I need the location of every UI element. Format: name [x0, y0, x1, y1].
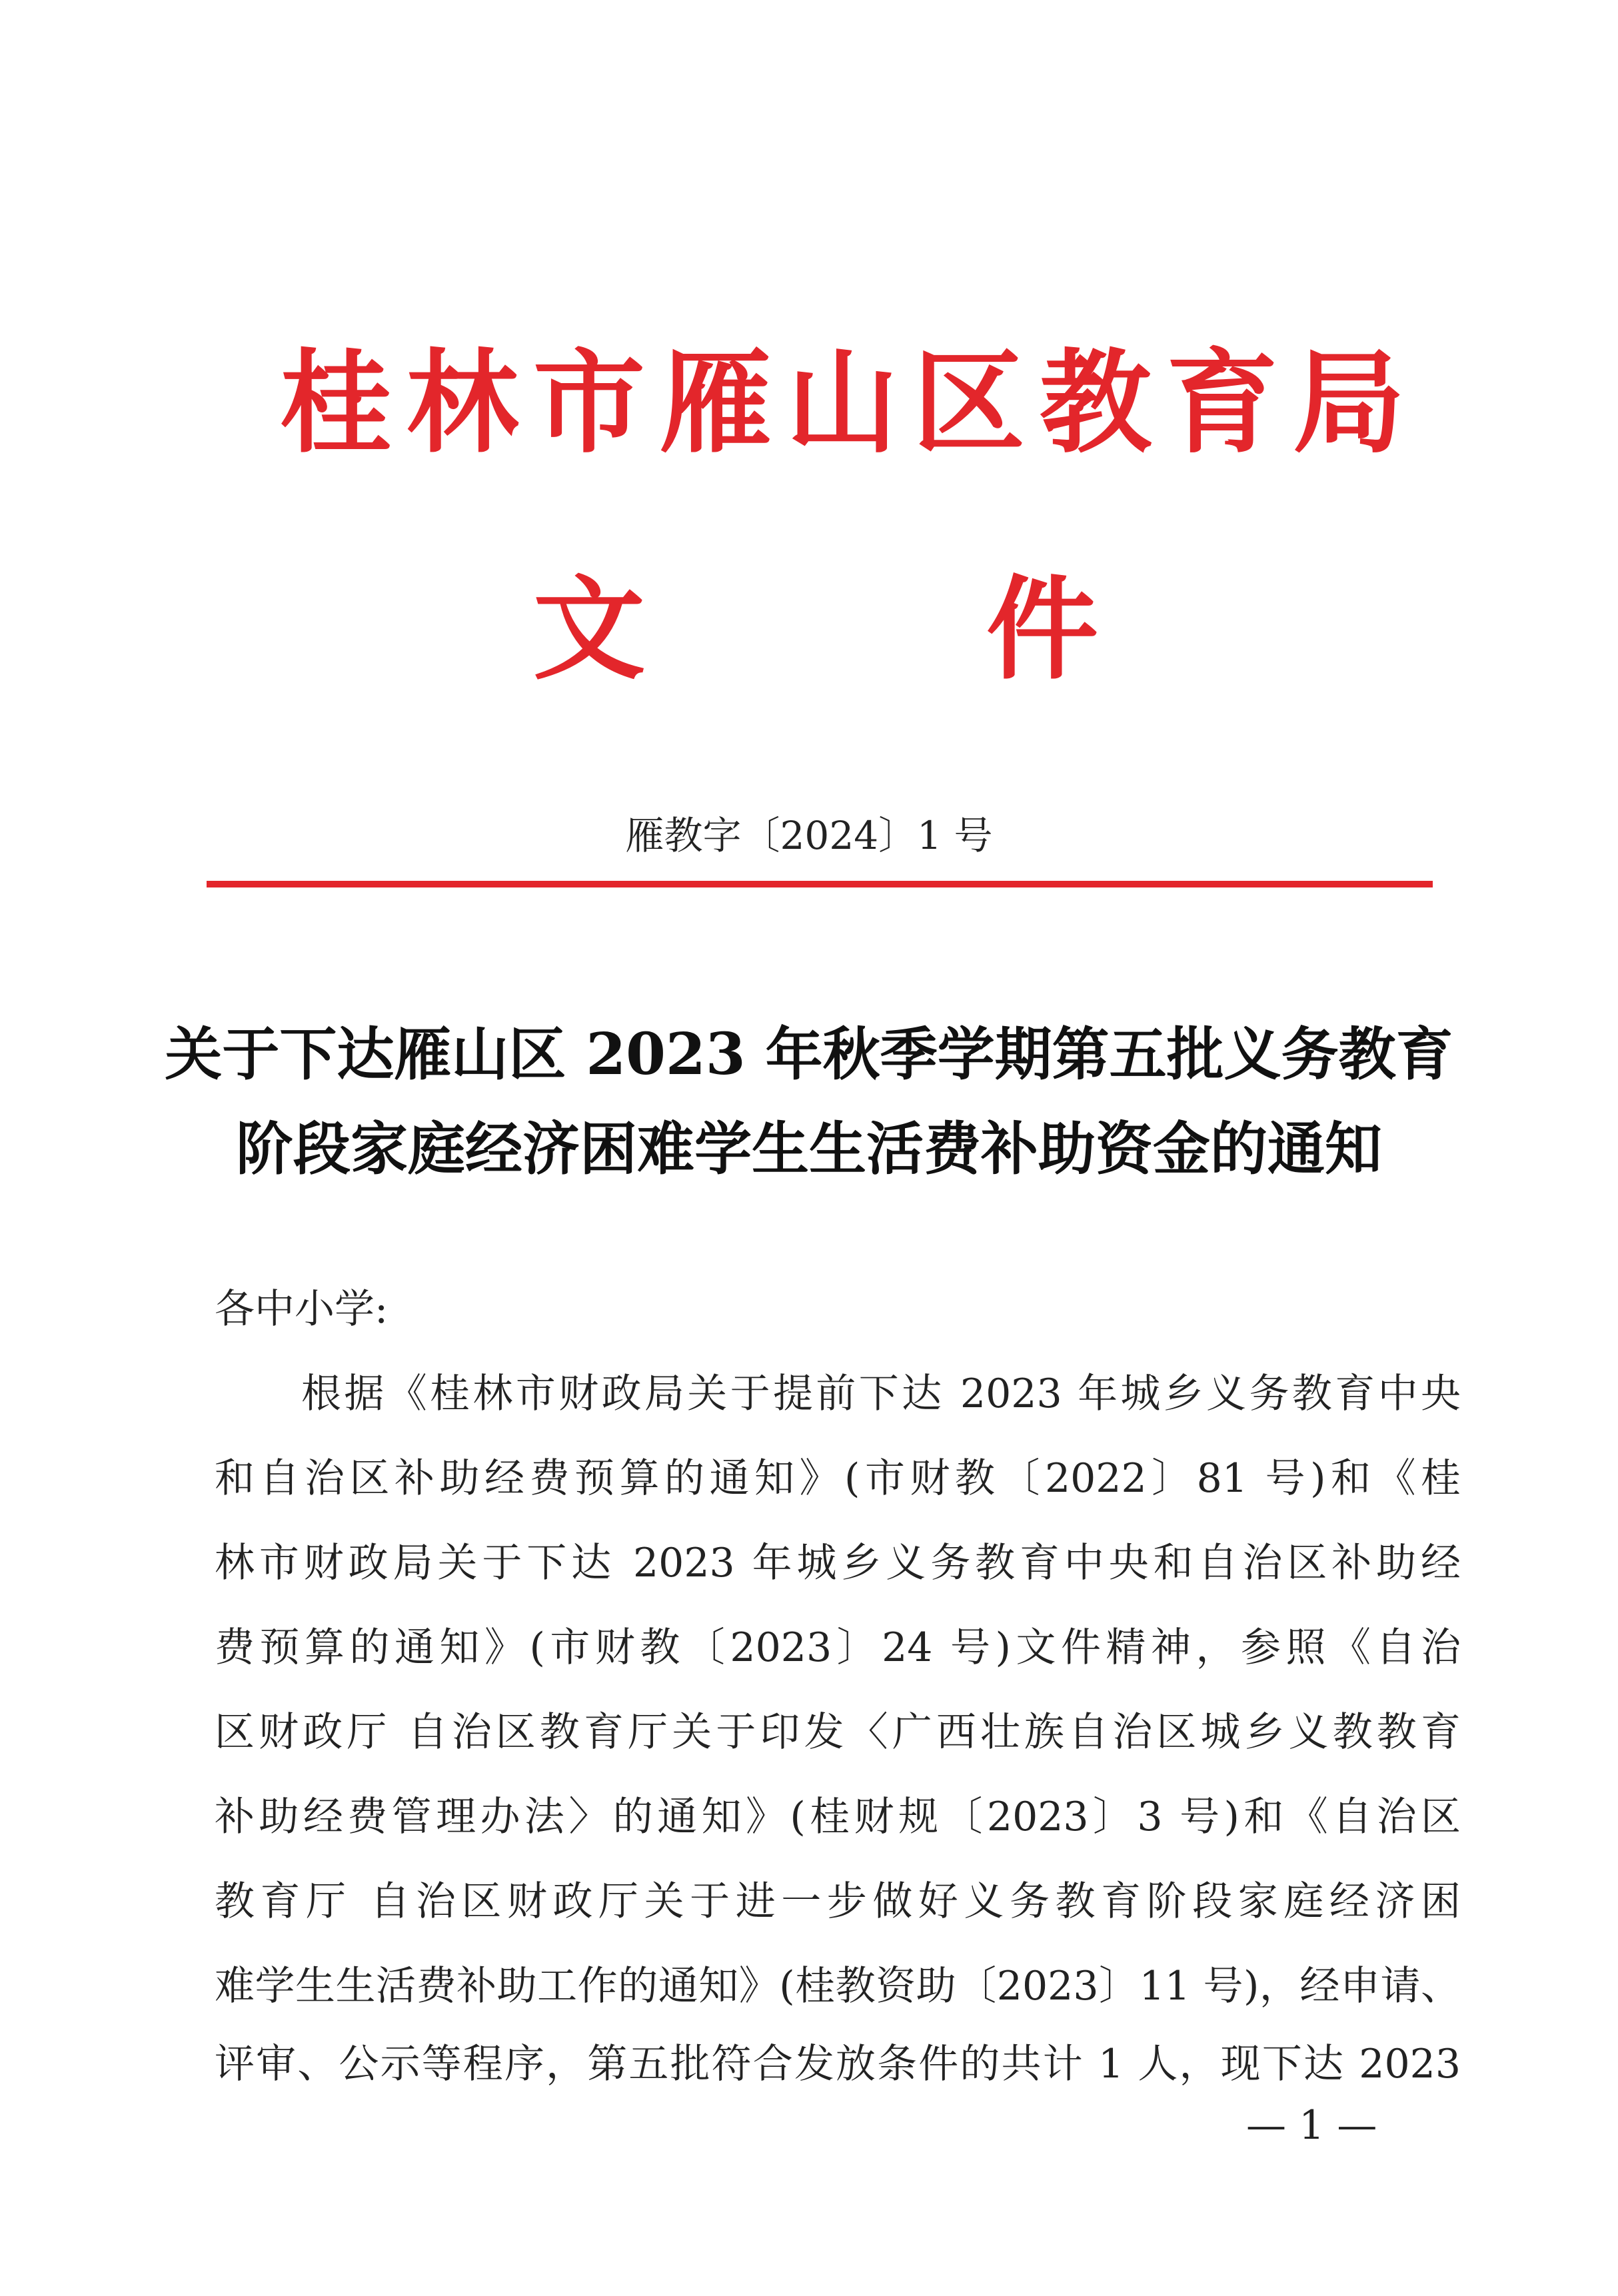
page-number: — 1 —: [1246, 2102, 1377, 2149]
body-line: 难学生生活费补助工作的通知》(桂教资助〔2023〕11 号)，经申请、: [215, 1963, 1461, 2009]
red-separator-line: [207, 881, 1433, 887]
document-label-char-1: 文: [533, 563, 645, 695]
body-line: 根据《桂林市财政局关于提前下达 2023 年城乡义务教育中央: [301, 1371, 1461, 1417]
document-title-line-1: 关于下达雁山区 2023 年秋季学期第五批义务教育: [165, 1021, 1453, 1088]
document-title-line-2: 阶段家庭经济困难学生生活费补助资金的通知: [236, 1115, 1382, 1183]
body-line: 评审、公示等程序，第五批符合发放条件的共计 1 人，现下达 2023: [215, 2041, 1461, 2087]
document-number: 雁教字〔2024〕1 号: [625, 813, 993, 858]
issuer-name: 桂林市雁山区教育局: [280, 336, 1419, 468]
document-label-char-2: 件: [986, 563, 1098, 695]
salutation: 各中小学:: [215, 1286, 389, 1333]
body-line: 教育厅 自治区财政厅关于进一步做好义务教育阶段家庭经济困: [215, 1878, 1461, 1925]
body-line: 区财政厅 自治区教育厅关于印发〈广西壮族自治区城乡义教教育: [215, 1709, 1461, 1756]
body-line: 费预算的通知》(市财教〔2023〕24 号)文件精神，参照《自治: [215, 1624, 1461, 1671]
body-line: 补助经费管理办法〉的通知》(桂财规〔2023〕3 号)和《自治区: [215, 1794, 1461, 1840]
body-line: 和自治区补助经费预算的通知》(市财教〔2022〕81 号)和《桂: [215, 1455, 1461, 1502]
body-line: 林市财政局关于下达 2023 年城乡义务教育中央和自治区补助经: [215, 1540, 1461, 1586]
